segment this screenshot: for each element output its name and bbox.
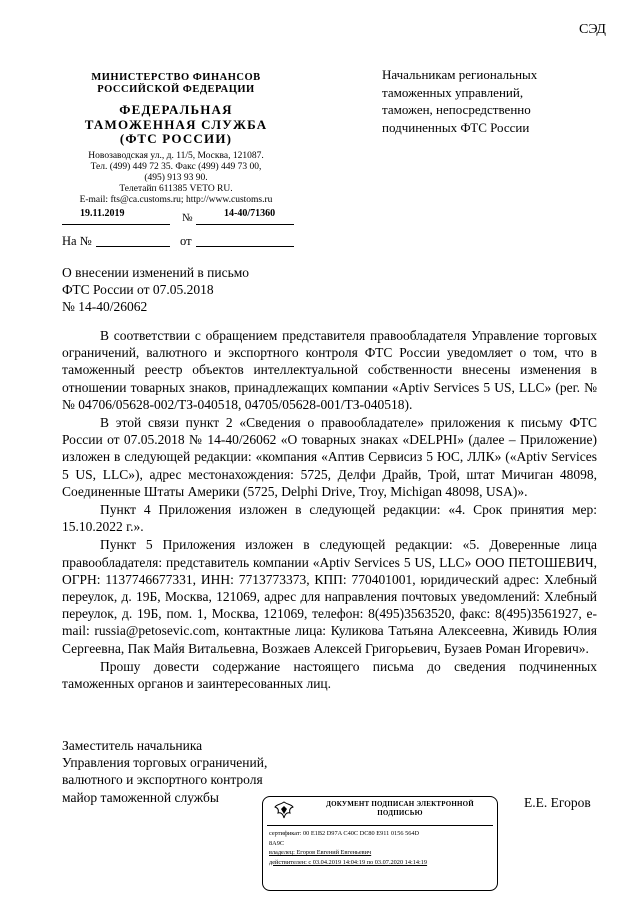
body-paragraph-4: Пункт 5 Приложения изложен в следующей редакции: «5. Доверенные лица правообладателя: представитель компании «Aptiv Services 5 US, LLC» ООО ПЕТОШЕВИЧ, ОГРН: 1137746677331, ИНН: 7713773373, КПП: 770401001, юридический адрес: Хлебный переулок, д. 19Б, Москва, 121069, адрес для направления почтовых уведомлений: Хлебный переулок, д. 19Б, пом. 1, Москва, 121069, телефон: 8(495)3563520, факс: 8(495)3561927, e-mail: russia@petosevic.com, контактные лица: Куликова Татьяна Алексеевна, Живидь Юлия Сергеевна, Пак Майя Витальевна, Возжаев Алексей Григорьевич, Бузаев Роман Игоревич». [62,537,597,656]
signer-line3: валютного и экспортного контроля [62,772,263,788]
address-line3: (495) 913 93 90. [144,173,208,183]
emblem-icon [269,800,299,822]
address-line2: Тел. (499) 449 72 35. Факс (499) 449 73 00, [90,162,262,172]
electronic-signature-stamp [262,796,498,891]
stamp-title-line1: ДОКУМЕНТ ПОДПИСАН ЭЛЕКТРОННОЙ [326,800,474,808]
stamp-title [305,800,495,817]
addressee-line2: таможенных управлений, [382,84,524,100]
sed-mark: СЭД [579,22,606,37]
subject-line3: № 14-40/26062 [62,299,148,314]
addressee-line1: Начальникам региональных [382,67,538,82]
ministry-name [64,72,288,96]
address-line1: Новозаводская ул., д. 11/5, Москва, 121087. [88,151,264,161]
subject-line2: ФТС России от 07.05.2018 [62,282,214,297]
registration-date-line [62,224,170,225]
stamp-validity: действителен: с 03.04.2019 14:04:19 по 03.07.2020 14:14:19 [269,858,428,866]
body-paragraph-5: Прошу довести содержание настоящего письма до сведения подчиненных таможенных органов и заинтересованных лиц. [62,658,597,692]
ministry-line1: МИНИСТЕРСТВО ФИНАНСОВ [91,72,261,83]
from-line [196,246,294,247]
stamp-owner: владелец: Егоров Евгений Евгеньевич [269,849,372,856]
registration-number-sign: № [182,212,193,224]
addressee-block [382,66,602,136]
registration-date: 19.11.2019 [80,208,125,219]
body-paragraph-2: В этой связи пункт 2 «Сведения о правообладателе» приложения к письму ФТС России от 07.05.2018 № 14-40/26062 «О товарных знаках «DELPHI» (далее – Приложение) изложен в следующей редакции: «компания «Аптив Сервисиз 5 ЮС, ЛЛК» («Aptiv Services 5 US, LLC»), адрес местонахождения: 5725, Делфи Драйв, Трой, штат Мичиган 48098, Соединенные Штаты Америки (5725, Delphi Drive, Troy, Michigan 48098, USA)». [62,415,597,499]
on-no-label: На № [62,234,92,248]
stamp-certificate-line2: 8A9C [269,839,285,847]
signer-name: Е.Е. Егоров [524,795,591,810]
subject-block [62,264,302,315]
address-line4: Телетайп 611385 VETO RU. [119,184,233,194]
subject-line1: О внесении изменений в письмо [62,265,250,280]
registration-number-line [196,224,294,225]
stamp-title-line2: ПОДПИСЬЮ [377,808,423,817]
on-no-line [96,246,170,247]
address-line5: E-mail: fts@ca.customs.ru; http://www.customs.ru [79,195,273,205]
contact-block [60,151,292,206]
signer-line4: майор таможенной службы [62,789,219,805]
service-line2: ТАМОЖЕННАЯ СЛУЖБА [84,116,268,132]
signer-line1: Заместитель начальника [62,738,203,753]
body-paragraph-3: Пункт 4 Приложения изложен в следующей редакции: «4. Срок принятия мер: 15.10.2022 г.». [62,502,597,535]
stamp-details [269,829,495,867]
registration-number: 14-40/71360 [224,208,276,219]
signer-line2: Управления торговых ограничений, [62,755,268,771]
service-line1: ФЕДЕРАЛЬНАЯ [119,102,233,117]
service-name [64,103,288,147]
letter-body [62,327,597,693]
addressee-line4: подчиненных ФТС России [382,119,530,135]
service-line3: (ФТС РОССИИ) [119,131,233,146]
addressee-line3: таможен, непосредственно [382,102,531,117]
ministry-line2: РОССИЙСКОЙ ФЕДЕРАЦИИ [97,84,255,95]
stamp-divider [267,825,493,826]
stamp-certificate-line1: сертификат: 00 E1B2 D97A C40C DC80 E911 0156 564D [269,830,420,837]
from-label: от [180,234,192,248]
body-paragraph-1: В соответствии с обращением представителя правообладателя Управление торговых ограничений, валютного и экспортного контроля ФТС России уведомляет о том, что в таможенный реестр объектов интеллектуальной собственности внесены изменения в отношении товарных знаков, принадлежащих компании «Aptiv Services 5 US, LLC» (рег. №№ 04706/05628-002/ТЗ-040518, 04705/05628-001/ТЗ-040518). [62,328,597,412]
